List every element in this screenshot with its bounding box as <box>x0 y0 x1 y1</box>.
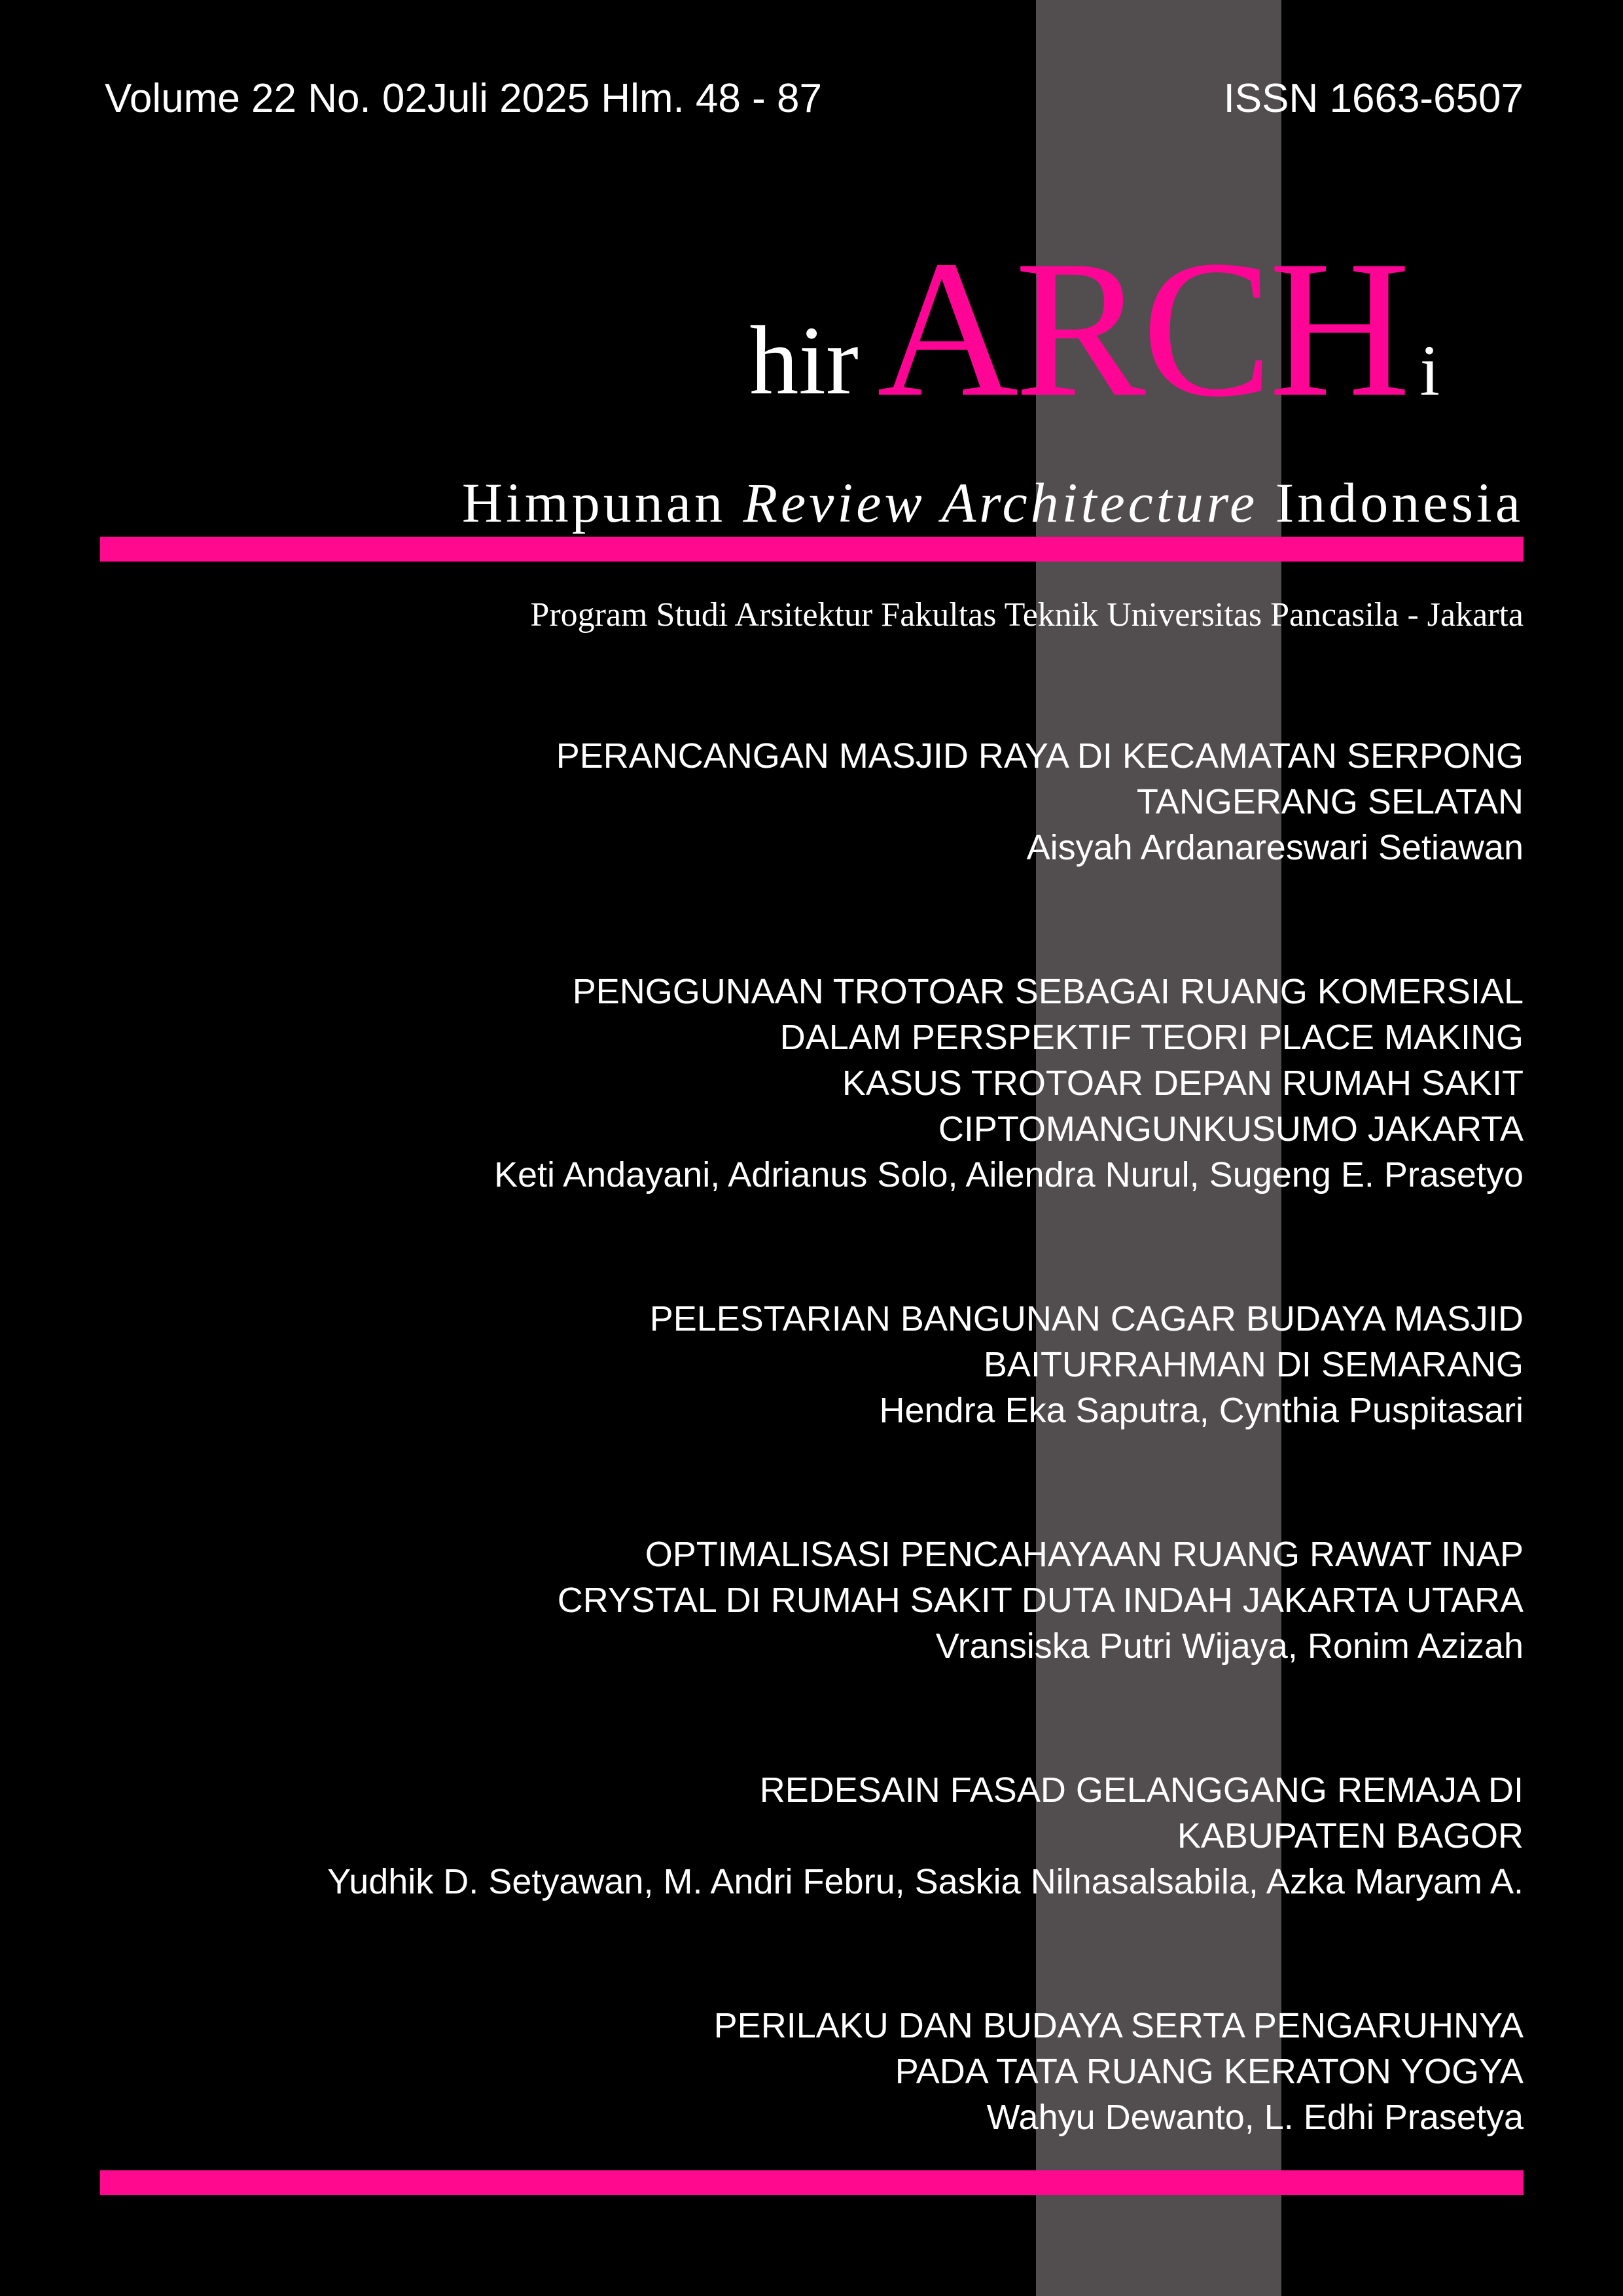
subtitle-part-3: Indonesia <box>1275 471 1524 534</box>
article-title-line: KASUS TROTOAR DEPAN RUMAH SAKIT <box>842 1064 1524 1103</box>
issn-info: ISSN 1663-6507 <box>1223 76 1524 121</box>
logo-suffix: i <box>1419 331 1440 410</box>
logo-main: ARCH <box>876 220 1407 437</box>
article-entry <box>149 1296 1524 1433</box>
article-entry <box>149 2003 1524 2140</box>
article-authors: Hendra Eka Saputra, Cynthia Puspitasari <box>879 1391 1524 1430</box>
article-title-line: CIPTOMANGUNKUSUMO JAKARTA <box>938 1109 1524 1149</box>
article-title-line: REDESAIN FASAD GELANGGANG REMAJA DI <box>759 1770 1524 1810</box>
article-title-line: BAITURRAHMAN DI SEMARANG <box>983 1345 1524 1384</box>
article-authors: Aisyah Ardanareswari Setiawan <box>1026 828 1524 867</box>
article-entry <box>149 969 1524 1198</box>
program-line: Program Studi Arsitektur Fakultas Teknik Universitas Pancasila - Jakarta <box>530 596 1524 634</box>
article-authors: Keti Andayani, Adrianus Solo, Ailendra Nurul, Sugeng E. Prasetyo <box>494 1155 1524 1194</box>
article-authors: Wahyu Dewanto, L. Edhi Prasetya <box>986 2098 1524 2137</box>
article-title-line: DALAM PERSPEKTIF TEORI PLACE MAKING <box>779 1018 1524 1057</box>
article-title-line: PELESTARIAN BANGUNAN CAGAR BUDAYA MASJID <box>649 1299 1524 1338</box>
volume-info: Volume 22 No. 02Juli 2025 Hlm. 48 - 87 <box>105 76 822 121</box>
article-title-line: PERILAKU DAN BUDAYA SERTA PENGARUHNYA <box>713 2006 1524 2045</box>
article-entry <box>149 1767 1524 1905</box>
article-title-line: TANGERANG SELATAN <box>1136 782 1524 821</box>
article-title-line: PENGGUNAAN TROTOAR SEBAGAI RUANG KOMERSIAL <box>572 972 1524 1011</box>
bottom-pink-rule <box>100 2170 1524 2195</box>
top-pink-rule <box>100 537 1524 562</box>
journal-subtitle <box>462 470 1524 535</box>
article-entry <box>149 1532 1524 1669</box>
article-list <box>149 733 1524 2238</box>
article-authors: Vransiska Putri Wijaya, Ronim Azizah <box>935 1626 1524 1666</box>
subtitle-part-2: Review Architecture <box>743 471 1258 534</box>
article-entry <box>149 733 1524 870</box>
logo-prefix: hir <box>749 306 859 415</box>
article-authors: Yudhik D. Setyawan, M. Andri Febru, Saskia Nilnasalsabila, Azka Maryam A. <box>327 1862 1524 1901</box>
article-title-line: OPTIMALISASI PENCAHAYAAN RUANG RAWAT INAP <box>645 1535 1524 1574</box>
subtitle-part-1: Himpunan <box>461 471 726 534</box>
article-title-line: KABUPATEN BAGOR <box>1177 1816 1524 1856</box>
journal-logo <box>749 216 1440 437</box>
article-title-line: PADA TATA RUANG KERATON YOGYA <box>895 2052 1524 2091</box>
article-title-line: PERANCANGAN MASJID RAYA DI KECAMATAN SERPONG <box>556 736 1524 776</box>
article-title-line: CRYSTAL DI RUMAH SAKIT DUTA INDAH JAKARTA UTARA <box>557 1581 1524 1620</box>
